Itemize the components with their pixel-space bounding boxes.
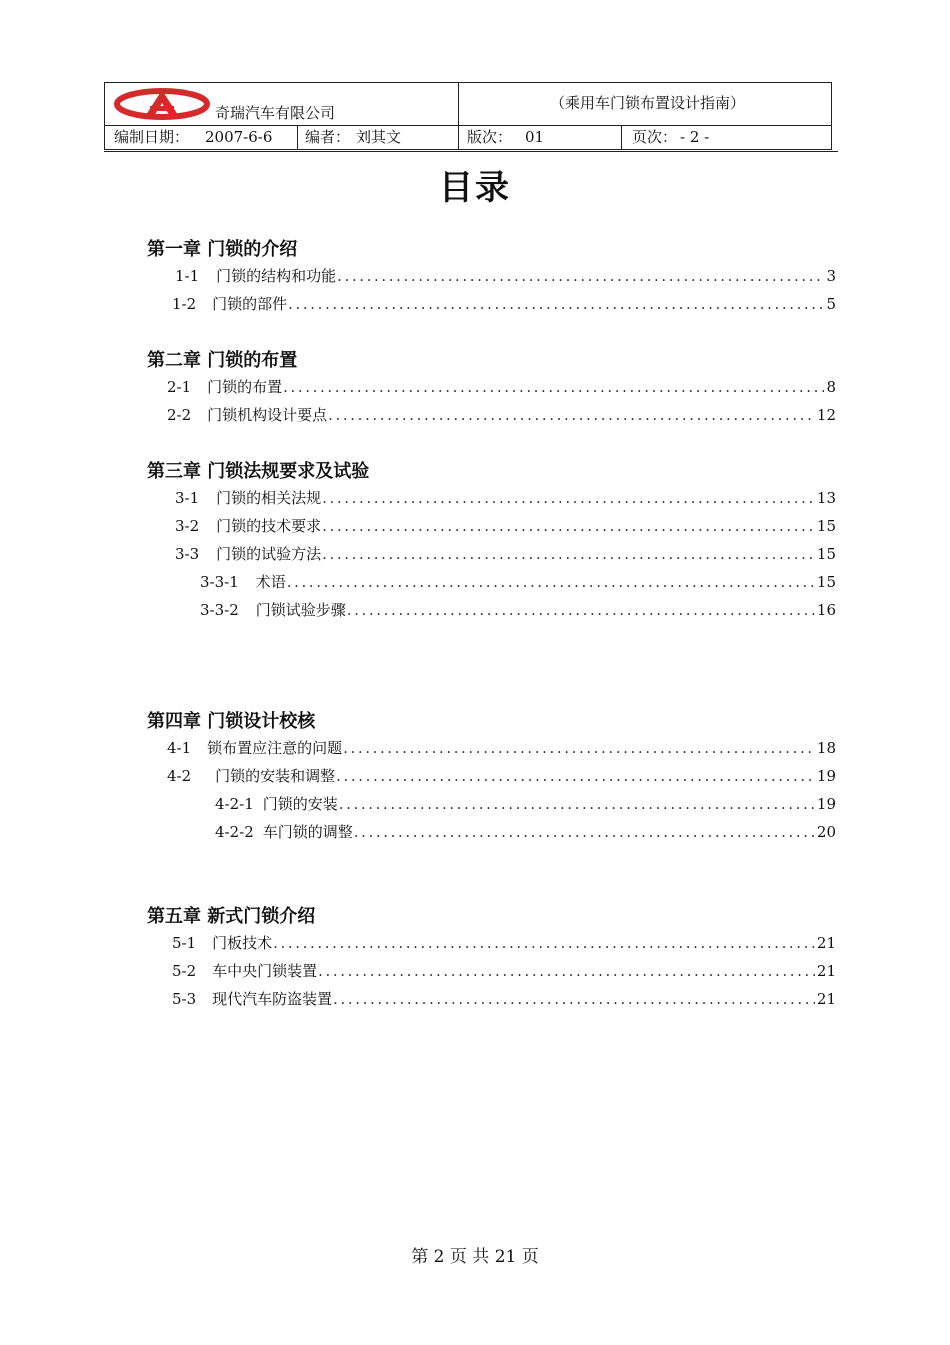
- toc-entry-title: 门锁的试验方法: [216, 545, 322, 563]
- toc-entry-5-1[interactable]: [172, 936, 836, 951]
- toc-dot-leader: [336, 769, 815, 784]
- toc-entry-3-3-1[interactable]: [200, 575, 836, 590]
- page-title: 目录: [439, 168, 511, 208]
- toc-entry-3-1[interactable]: [175, 491, 836, 506]
- toc-chapter-1[interactable]: 第一章 门锁的介绍: [147, 239, 298, 260]
- toc-entry-number: 4-2: [167, 767, 192, 785]
- toc-entry-title: 车门锁的调整: [262, 823, 353, 841]
- editor-value: 刘其文: [356, 128, 402, 146]
- toc-entry-number: 5-2: [172, 962, 197, 980]
- toc-entry-4-2[interactable]: [167, 769, 836, 784]
- version-label: 版次：: [467, 128, 513, 146]
- toc-entry-number: 3-3-2: [200, 601, 239, 619]
- chery-logo-icon: [113, 87, 211, 121]
- toc-entry-title: 门锁的结构和功能: [216, 267, 337, 285]
- toc-entry-number: 3-3: [175, 545, 200, 563]
- toc-entry-page: 21: [816, 990, 836, 1008]
- toc-entry-title: 门锁的安装和调整: [215, 767, 336, 785]
- toc-entry-number: 2-1: [167, 378, 192, 396]
- toc-dot-leader: [322, 519, 815, 534]
- toc-entry-2-1[interactable]: [167, 380, 836, 395]
- toc-entry-number: 5-1: [172, 934, 197, 952]
- toc-entry-page: 16: [816, 601, 836, 619]
- editor-label: 编者：: [305, 128, 351, 146]
- toc-entry-page: 5: [826, 295, 836, 313]
- version-value: 01: [525, 128, 545, 146]
- toc-entry-title: 门锁的安装: [262, 795, 338, 813]
- toc-chapter-5[interactable]: 第五章 新式门锁介绍: [147, 906, 316, 927]
- toc-entry-3-3[interactable]: [175, 547, 836, 562]
- toc-entry-title: 门锁机构设计要点: [207, 406, 328, 424]
- toc-entry-title: 车中央门锁装置: [212, 962, 318, 980]
- toc-entry-title: 术语: [255, 573, 286, 591]
- toc-entry-title: 门锁的技术要求: [216, 517, 322, 535]
- toc-dot-leader: [337, 269, 824, 284]
- toc-entry-title: 门锁的部件: [212, 295, 288, 313]
- toc-entry-page: 15: [816, 517, 836, 535]
- date-label: 编制日期：: [114, 128, 190, 146]
- toc-entry-title: 门锁的相关法规: [216, 489, 322, 507]
- toc-dot-leader: [273, 936, 815, 951]
- header-underline: [104, 151, 838, 152]
- toc-dot-leader: [283, 380, 824, 395]
- toc-entry-number: 3-3-1: [200, 573, 239, 591]
- toc-dot-leader: [328, 408, 815, 423]
- toc-dot-leader: [322, 547, 815, 562]
- toc-entry-page: 8: [826, 378, 836, 396]
- document-header: [104, 82, 832, 150]
- toc-dot-leader: [288, 297, 824, 312]
- toc-entry-number: 2-2: [167, 406, 192, 424]
- toc-dot-leader: [318, 964, 815, 979]
- page-footer: 第 2 页 共 21 页: [411, 1247, 539, 1267]
- toc-entry-page: 19: [816, 767, 836, 785]
- toc-entry-page: 19: [816, 795, 836, 813]
- document-title: （乘用车门锁布置设计指南）: [550, 94, 746, 112]
- toc-entry-title: 现代汽车防盗装置: [212, 990, 333, 1008]
- toc-entry-title: 门板技术: [212, 934, 273, 952]
- toc-dot-leader: [287, 575, 815, 590]
- page-label: 页次：: [632, 128, 678, 146]
- toc-chapter-2[interactable]: 第二章 门锁的布置: [147, 350, 298, 371]
- toc-entry-page: 13: [816, 489, 836, 507]
- toc-entry-page: 15: [816, 573, 836, 591]
- toc-dot-leader: [354, 825, 815, 840]
- toc-dot-leader: [339, 797, 815, 812]
- toc-entry-page: 21: [816, 962, 836, 980]
- header-row-divider: [105, 125, 831, 126]
- toc-entry-title: 门锁的布置: [207, 378, 283, 396]
- toc-dot-leader: [322, 491, 815, 506]
- toc-entry-3-2[interactable]: [175, 519, 836, 534]
- toc-entry-number: 1-1: [175, 267, 200, 285]
- toc-entry-2-2[interactable]: [167, 408, 836, 423]
- header-cell-divider: [621, 125, 622, 150]
- toc-entry-page: 12: [816, 406, 836, 424]
- toc-chapter-3[interactable]: 第三章 门锁法规要求及试验: [147, 461, 370, 482]
- toc-entry-4-2-1[interactable]: [215, 797, 836, 812]
- toc-entry-title: 锁布置应注意的问题: [207, 739, 343, 757]
- toc-chapter-4[interactable]: 第四章 门锁设计校核: [147, 711, 316, 732]
- toc-dot-leader: [347, 603, 815, 618]
- company-name: 奇瑞汽车有限公司: [215, 104, 336, 122]
- toc-entry-number: 3-1: [175, 489, 200, 507]
- toc-entry-page: 18: [816, 739, 836, 757]
- toc-entry-5-3[interactable]: [172, 992, 836, 1007]
- header-divider: [458, 83, 459, 149]
- toc-dot-leader: [333, 992, 815, 1007]
- toc-entry-number: 4-2-1: [215, 795, 254, 813]
- page-value: - 2 -: [680, 128, 710, 146]
- toc-entry-number: 1-2: [172, 295, 197, 313]
- toc-entry-1-1[interactable]: [175, 269, 836, 284]
- toc-entry-5-2[interactable]: [172, 964, 836, 979]
- header-cell-divider: [297, 125, 298, 150]
- toc-entry-3-3-2[interactable]: [200, 603, 836, 618]
- toc-entry-page: 20: [816, 823, 836, 841]
- toc-dot-leader: [343, 741, 815, 756]
- toc-entry-page: 15: [816, 545, 836, 563]
- toc-entry-page: 21: [816, 934, 836, 952]
- toc-entry-1-2[interactable]: [172, 297, 836, 312]
- toc-entry-number: 4-2-2: [215, 823, 254, 841]
- toc-entry-number: 4-1: [167, 739, 192, 757]
- toc-entry-page: 3: [826, 267, 836, 285]
- toc-entry-4-2-2[interactable]: [215, 825, 836, 840]
- date-value: 2007-6-6: [205, 128, 273, 146]
- toc-entry-number: 3-2: [175, 517, 200, 535]
- toc-entry-title: 门锁试验步骤: [255, 601, 346, 619]
- toc-entry-number: 5-3: [172, 990, 197, 1008]
- toc-entry-4-1[interactable]: [167, 741, 836, 756]
